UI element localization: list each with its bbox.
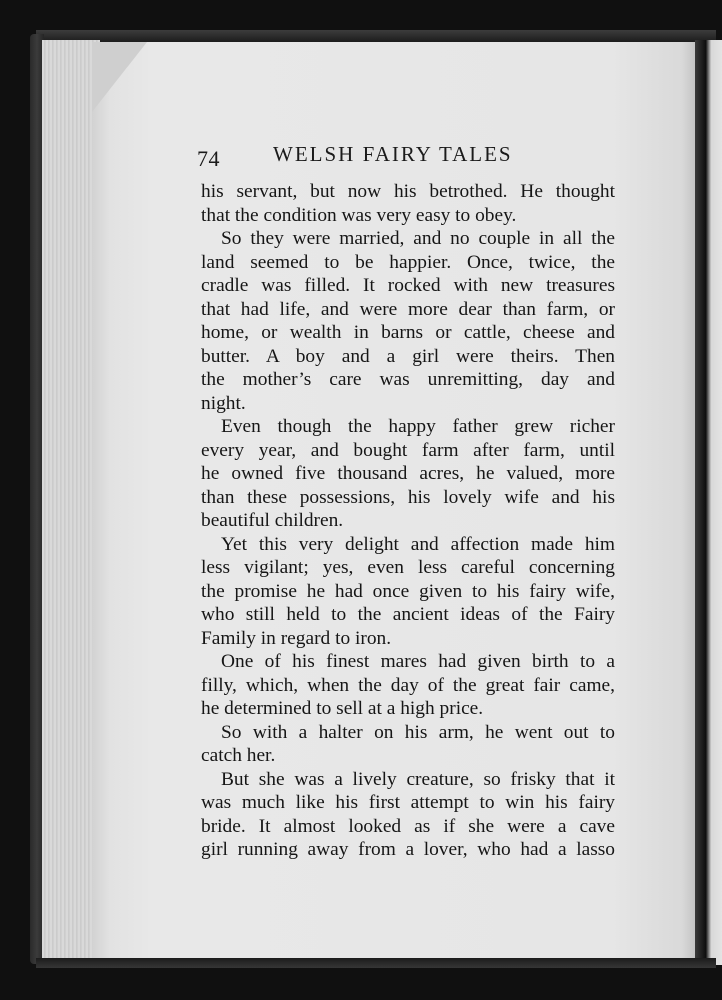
text-line: night.: [201, 392, 246, 414]
text-line: So with a halter on his arm, he went out to: [221, 721, 615, 743]
text-line: every year, and bought farm after farm, until: [201, 439, 615, 461]
text-line: he owned five thousand acres, he valued, more: [201, 463, 615, 484]
text-line: the promise he had once given to his fairy wife,: [201, 580, 615, 602]
text-line: was much like his first attempt to win his fairy: [201, 792, 615, 813]
text-line: girl running away from a lover, who had a lasso: [201, 839, 615, 860]
text-line: he determined to sell at a high price.: [201, 698, 484, 719]
book-gutter: [695, 40, 722, 965]
text-line: One of his finest mares had given birth to a: [221, 651, 615, 672]
page-number: 74: [197, 146, 220, 171]
text-line: home, or wealth in barns or cattle, cheese and: [201, 322, 615, 343]
text-line: butter. A boy and a girl were theirs. Then: [201, 345, 615, 367]
text-line: his servant, but now his betrothed. He thought: [201, 181, 615, 202]
text-line: catch her.: [201, 745, 276, 766]
body-text: [201, 180, 615, 862]
text-line: land seemed to be happier. Once, twice, the: [201, 251, 615, 273]
text-line: that the condition was very easy to obey.: [201, 204, 517, 226]
text-line: who still held to the ancient ideas of the Fairy: [201, 604, 615, 625]
text-line: beautiful children.: [201, 510, 344, 531]
text-line: Yet this very delight and affection made him: [221, 533, 615, 555]
page-corner-fold: [92, 42, 147, 112]
book-cover-top-edge: [36, 30, 716, 42]
text-line: the mother’s care was unremitting, day and: [201, 369, 615, 390]
text-line: So they were married, and no couple in all the: [221, 228, 615, 249]
text-line: Even though the happy father grew richer: [221, 416, 615, 437]
book-cover-bottom-edge: [36, 958, 716, 968]
text-line: Family in regard to iron.: [201, 627, 392, 649]
text-line: than these possessions, his lovely wife and his: [201, 486, 615, 508]
text-line: filly, which, when the day of the great fair came,: [201, 674, 615, 696]
running-title: WELSH FAIRY TALES: [273, 142, 513, 166]
text-line: bride. It almost looked as if she were a cave: [201, 815, 615, 837]
text-line: that had life, and were more dear than farm, or: [201, 298, 615, 320]
text-line: But she was a lively creature, so frisky that it: [221, 768, 615, 790]
text-line: less vigilant; yes, even less careful concerning: [201, 557, 615, 578]
page-header: [197, 140, 615, 174]
text-line: cradle was filled. It rocked with new treasures: [201, 275, 615, 296]
